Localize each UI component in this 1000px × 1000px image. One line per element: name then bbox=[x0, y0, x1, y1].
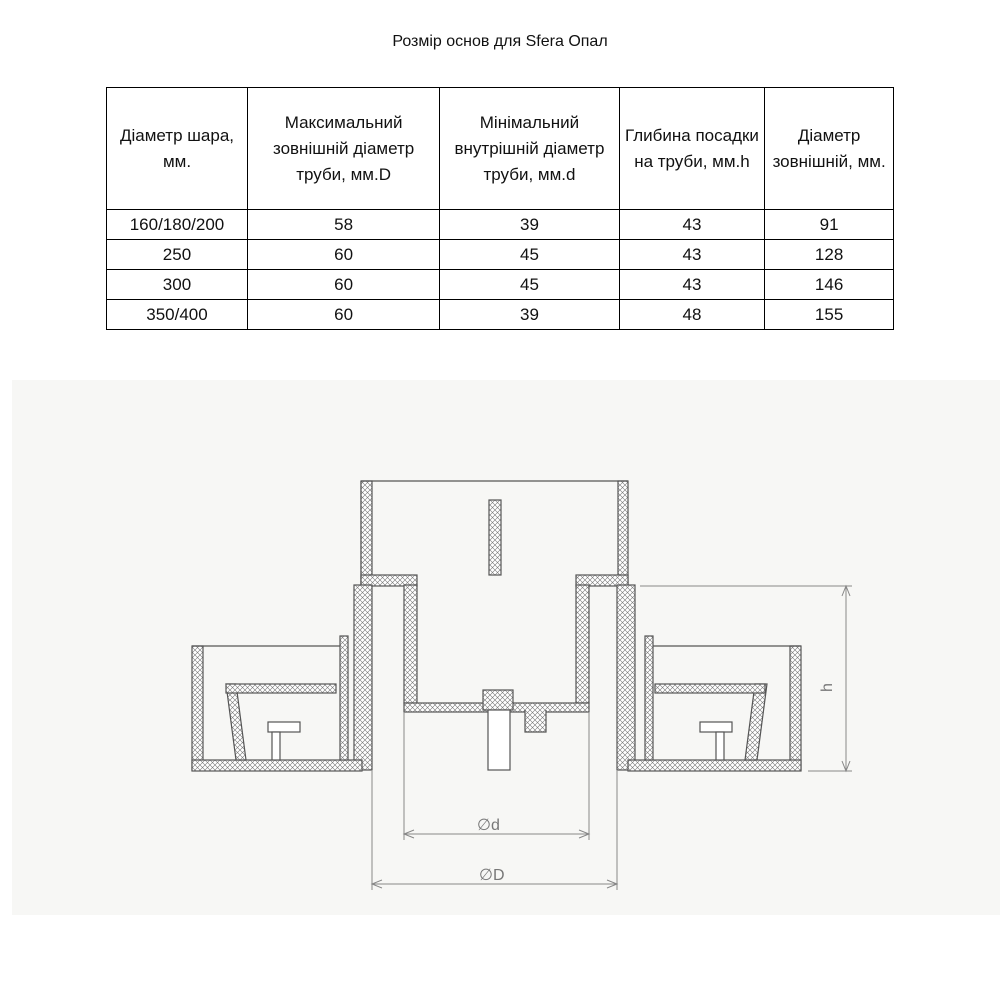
table-cell: 91 bbox=[765, 210, 894, 240]
table-cell: 60 bbox=[247, 270, 439, 300]
table-cell: 48 bbox=[619, 300, 765, 330]
dimension-label-d: ∅d bbox=[477, 817, 500, 834]
header-ball-diameter: Діаметр шара, мм. bbox=[107, 88, 248, 210]
table-cell: 43 bbox=[619, 210, 765, 240]
table-cell: 43 bbox=[619, 240, 765, 270]
table-cell: 146 bbox=[765, 270, 894, 300]
table-row bbox=[107, 210, 894, 240]
base-cross-section bbox=[192, 481, 801, 771]
dimension-label-h: h bbox=[819, 683, 836, 692]
table-cell: 45 bbox=[440, 240, 619, 270]
dimension-lines bbox=[372, 586, 852, 890]
table-cell: 58 bbox=[247, 210, 439, 240]
table-cell: 350/400 bbox=[107, 300, 248, 330]
table-cell: 60 bbox=[247, 240, 439, 270]
table-cell: 155 bbox=[765, 300, 894, 330]
table-cell: 160/180/200 bbox=[107, 210, 248, 240]
table-row bbox=[107, 300, 894, 330]
header-outer-diameter: Діаметр зовнішній, мм. bbox=[765, 88, 894, 210]
page-title: Розмір основ для Sfera Опал bbox=[392, 33, 608, 50]
table-cell: 43 bbox=[619, 270, 765, 300]
header-min-inner-pipe-diameter: Мінімальний внутрішній діаметр труби, мм.d bbox=[440, 88, 619, 210]
table-cell: 300 bbox=[107, 270, 248, 300]
table-cell: 60 bbox=[247, 300, 439, 330]
table-cell: 45 bbox=[440, 270, 619, 300]
header-max-outer-pipe-diameter: Максимальний зовнішній діаметр труби, мм.D bbox=[247, 88, 439, 210]
table-row bbox=[107, 270, 894, 300]
technical-drawing bbox=[12, 380, 1000, 915]
dimensions-table bbox=[106, 87, 894, 330]
table-header-row bbox=[107, 88, 894, 210]
table-cell: 250 bbox=[107, 240, 248, 270]
table-cell: 39 bbox=[440, 300, 619, 330]
table-cell: 128 bbox=[765, 240, 894, 270]
header-mounting-depth: Глибина посадки на труби, мм.h bbox=[619, 88, 765, 210]
dimension-label-D: ∅D bbox=[479, 867, 505, 884]
table-row bbox=[107, 240, 894, 270]
table-cell: 39 bbox=[440, 210, 619, 240]
